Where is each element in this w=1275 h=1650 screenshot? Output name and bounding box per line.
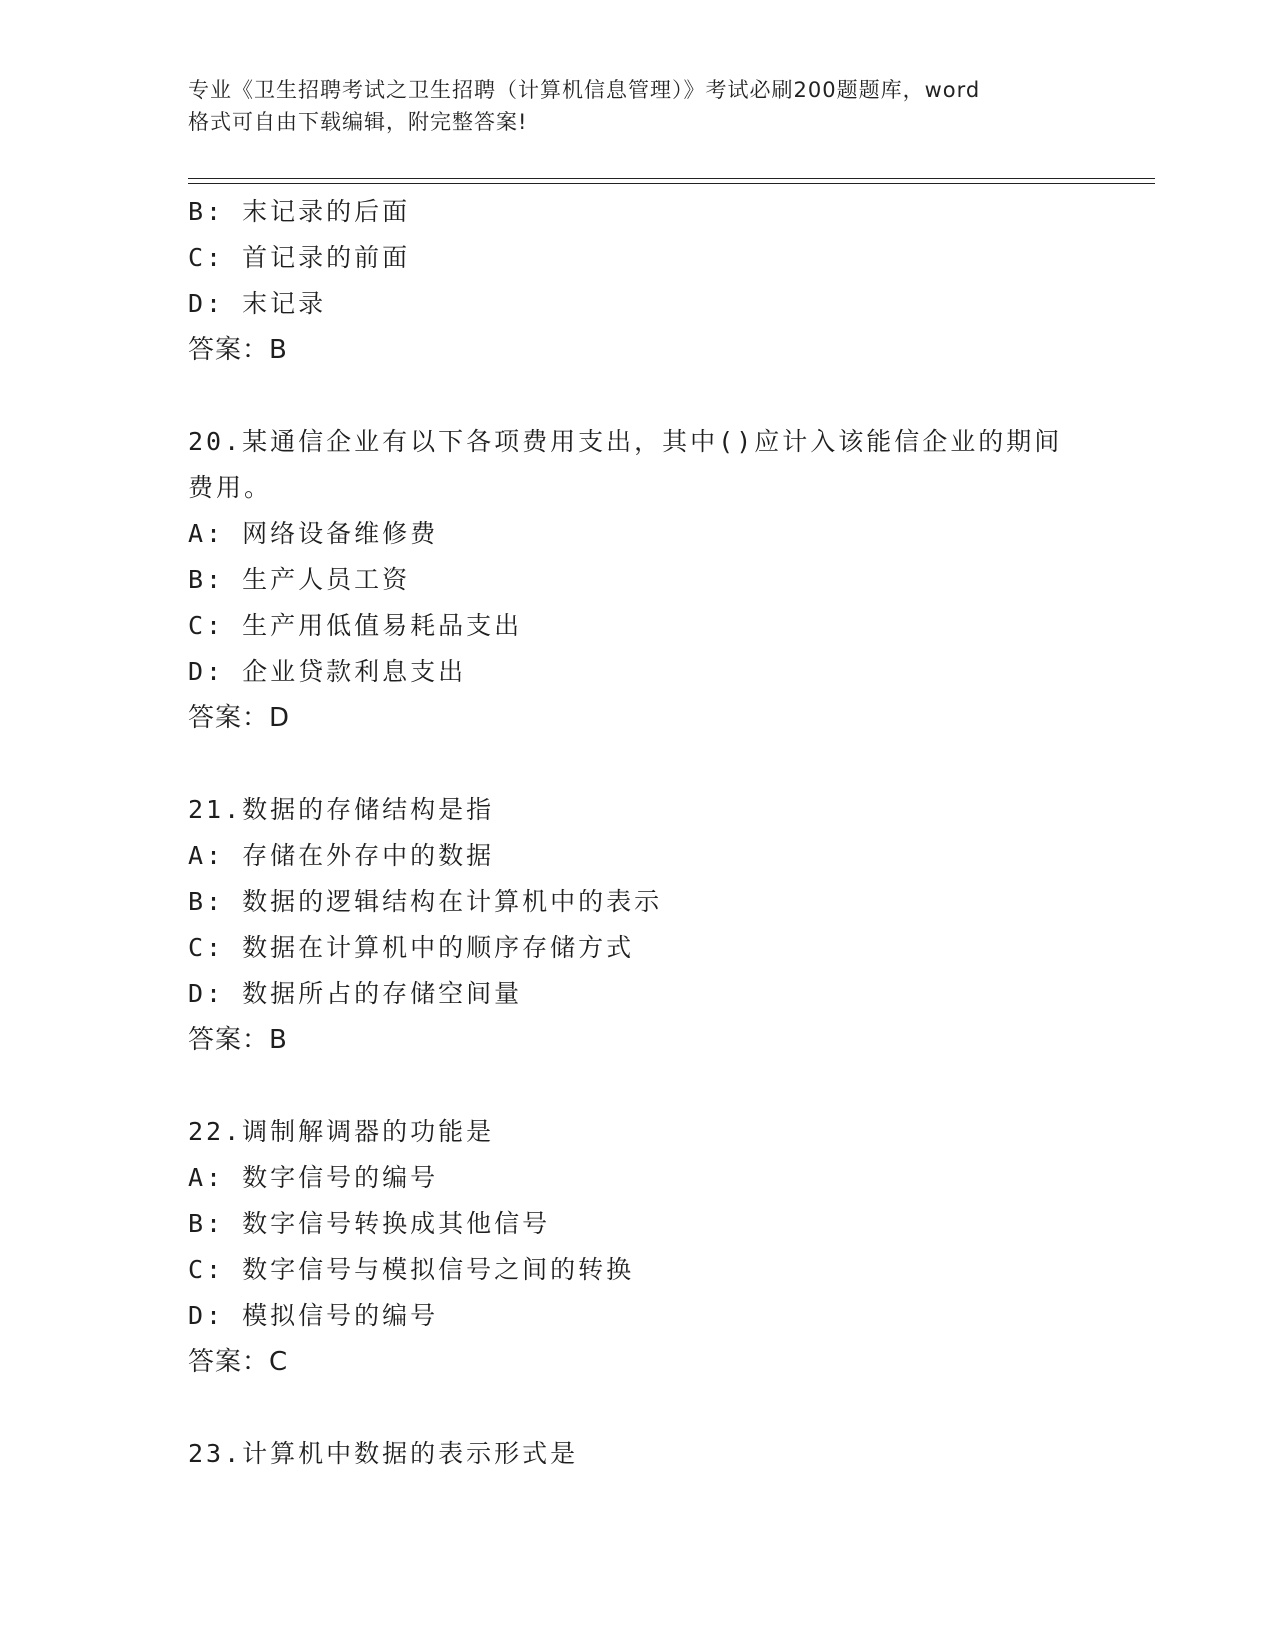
option-c: C: 数据在计算机中的顺序存储方式 <box>188 933 635 962</box>
answer-line: 答案：B <box>188 335 288 365</box>
header-title-line-1: 专业《卫生招聘考试之卫生招聘（计算机信息管理）》考试必刷200题题库，word <box>188 78 981 102</box>
question-stem: 22.调制解调器的功能是 <box>188 1117 495 1146</box>
spacer <box>188 1385 1088 1431</box>
question-stem: 20.某通信企业有以下各项费用支出，其中()应计入该能信企业的期间 <box>188 427 1063 456</box>
option-b: B: 生产人员工资 <box>188 565 411 594</box>
option-a: A: 数字信号的编号 <box>188 1163 439 1192</box>
option-a: A: 存储在外存中的数据 <box>188 841 495 870</box>
question-stem: 23.计算机中数据的表示形式是 <box>188 1439 579 1468</box>
option-d: D: 数据所占的存储空间量 <box>188 979 523 1008</box>
question-stem-continued: 费用。 <box>188 473 273 502</box>
option-d: D: 企业贷款利息支出 <box>188 657 467 686</box>
question-block-23 <box>188 1431 1088 1477</box>
option-b: B: 末记录的后面 <box>188 197 411 226</box>
question-block-20 <box>188 419 1088 741</box>
option-d: D: 末记录 <box>188 289 327 318</box>
answer-line: 答案：D <box>188 703 291 733</box>
spacer <box>188 1063 1088 1109</box>
question-stem: 21.数据的存储结构是指 <box>188 795 495 824</box>
option-b: B: 数据的逻辑结构在计算机中的表示 <box>188 887 663 916</box>
option-d: D: 模拟信号的编号 <box>188 1301 439 1330</box>
answer-line: 答案：B <box>188 1025 288 1055</box>
option-b: B: 数字信号转换成其他信号 <box>188 1209 551 1238</box>
option-c: C: 数字信号与模拟信号之间的转换 <box>188 1255 635 1284</box>
spacer <box>188 373 1088 419</box>
header-divider-bottom <box>188 183 1155 184</box>
header-title-line-2: 格式可自由下载编辑，附完整答案! <box>188 110 528 134</box>
question-block-22 <box>188 1109 1088 1385</box>
option-c: C: 首记录的前面 <box>188 243 411 272</box>
answer-line: 答案：C <box>188 1347 289 1377</box>
document-header <box>188 74 1088 138</box>
question-list <box>188 189 1088 1477</box>
option-a: A: 网络设备维修费 <box>188 519 439 548</box>
header-divider-top <box>188 178 1155 179</box>
question-block-prev <box>188 189 1088 373</box>
question-block-21 <box>188 787 1088 1063</box>
option-c: C: 生产用低值易耗品支出 <box>188 611 523 640</box>
spacer <box>188 741 1088 787</box>
